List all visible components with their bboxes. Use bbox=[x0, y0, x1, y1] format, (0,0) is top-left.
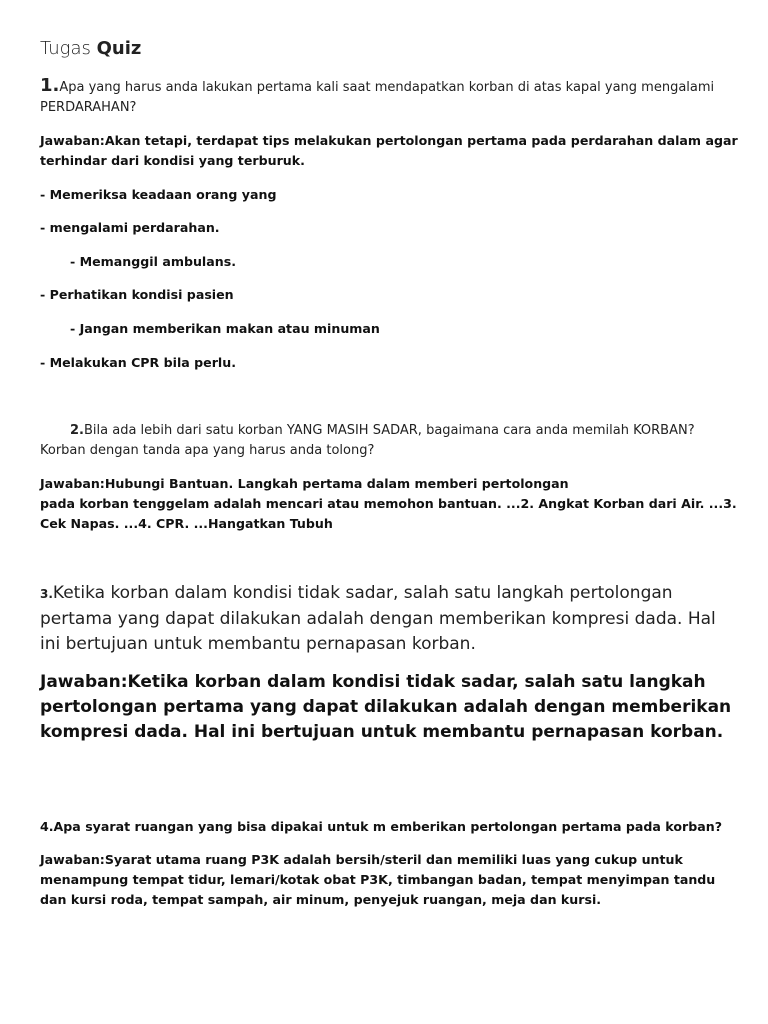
question-2-number: 2. bbox=[70, 423, 84, 438]
question-2 bbox=[40, 421, 740, 461]
answer-1: Jawaban:Akan tetapi, terdapat tips melakukan pertolongan pertama pada perdarahan dalam agar terhindar dari kondisi yang terburuk. bbox=[40, 133, 738, 168]
answer-1-bullet-5: - Jangan memberikan makan atau minuman bbox=[70, 321, 380, 336]
question-1 bbox=[40, 76, 740, 118]
answer-1-bullet-4: - Perhatikan kondisi pasien bbox=[40, 287, 234, 302]
answer-2-line-1: Jawaban:Hubungi Bantuan. Langkah pertama dalam memberi pertolongan bbox=[40, 476, 569, 491]
question-2-text: Bila ada lebih dari satu korban YANG MASIH SADAR, bagaimana cara anda memilah KORBAN? Korban dengan tanda apa yang harus anda tolong? bbox=[40, 423, 695, 458]
question-3-number: 3. bbox=[40, 587, 53, 601]
question-4: 4.Apa syarat ruangan yang bisa dipakai untuk m emberikan pertolongan pertama pada korban? bbox=[40, 819, 722, 834]
question-1-text: Apa yang harus anda lakukan pertama kali saat mendapatkan korban di atas kapal yang mengalami PERDARAHAN? bbox=[40, 80, 715, 115]
title-bold: Quiz bbox=[96, 38, 142, 59]
question-1-number: 1. bbox=[40, 75, 60, 96]
answer-3: Jawaban:Ketika korban dalam kondisi tidak sadar, salah satu langkah pertolongan pertama yang dapat dilakukan adalah dengan memberikan kompresi dada. Hal ini bertujuan untuk membantu pernapasan korban. bbox=[40, 672, 732, 742]
answer-1-bullet-6: - Melakukan CPR bila perlu. bbox=[40, 355, 236, 370]
answer-1-bullet-1: - Memeriksa keadaan orang yang bbox=[40, 187, 277, 202]
answer-2-line-2: pada korban tenggelam adalah mencari atau memohon bantuan. ...2. Angkat Korban dari Air. ...3. Cek Napas. ...4. CPR. ...Hangatkan Tubuh bbox=[40, 496, 737, 531]
answer-1-bullet-2: - mengalami perdarahan. bbox=[40, 220, 220, 235]
title-prefix: Tugas bbox=[40, 38, 97, 59]
page-title bbox=[40, 38, 141, 59]
question-3 bbox=[40, 581, 740, 657]
answer-1-bullet-3: - Memanggil ambulans. bbox=[70, 254, 236, 269]
answer-4: Jawaban:Syarat utama ruang P3K adalah bersih/steril dan memiliki luas yang cukup untuk menampung tempat tidur, lemari/kotak obat P3K, timbangan badan, tempat menyimpan tandu dan kursi roda, tempat sampah, air minum, penyejuk ruangan, meja dan kursi. bbox=[40, 852, 716, 907]
question-3-text: Ketika korban dalam kondisi tidak sadar, salah satu langkah pertolongan pertama yang dapat dilakukan adalah dengan memberikan kompresi dada. Hal ini bertujuan untuk membantu pernapasan korban. bbox=[40, 583, 716, 654]
